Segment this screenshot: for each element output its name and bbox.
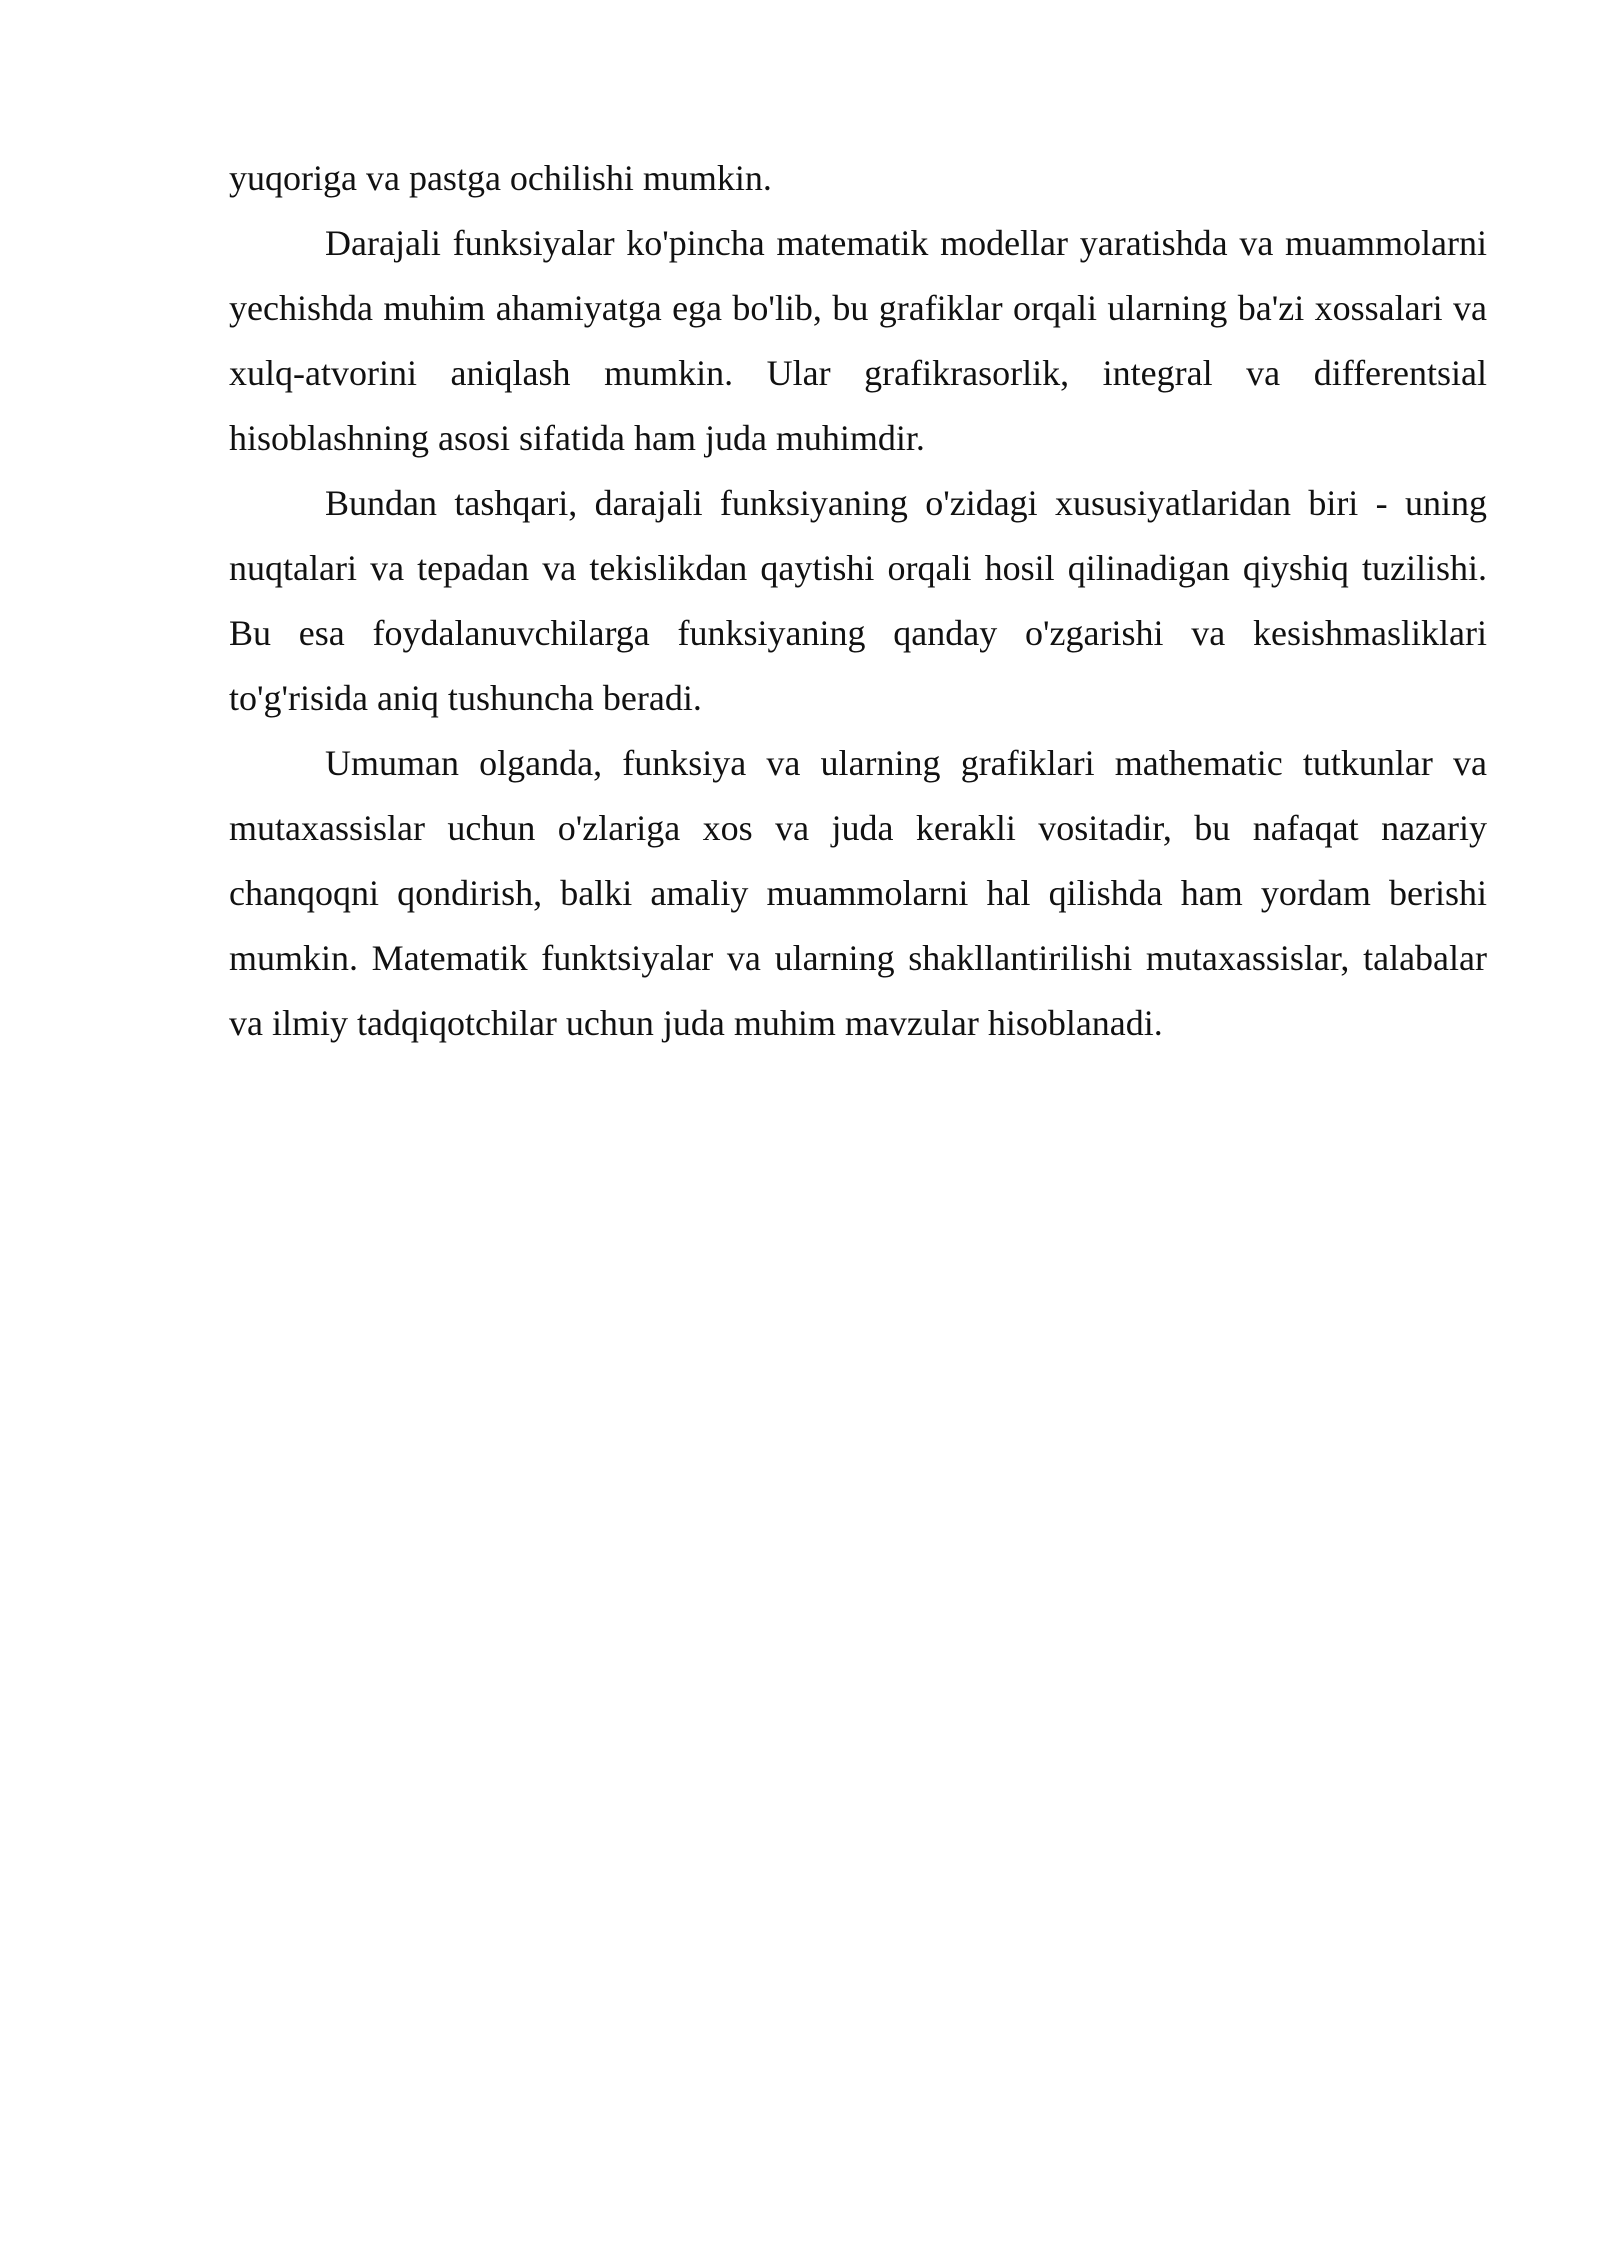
paragraph-power-function-properties: Bundan tashqari, darajali funksiyaning o'zidagi xususiyatlaridan biri - uning nuqtalari va tepadan va tekislikdan qaytishi orqali hosil qilinadigan qiyshiq tuzilishi. Bu esa foydalanuvchilarga funksiyaning qanday o'zgarishi va kesishmasliklari to'g'risida aniq tushuncha beradi. — [229, 483, 1487, 718]
paragraph-continuation: yuqoriga va pastga ochilishi mumkin. — [229, 158, 772, 198]
document-body — [229, 146, 1487, 1056]
paragraph-conclusion: Umuman olganda, funksiya va ularning grafiklari mathematic tutkunlar va mutaxassislar uchun o'zlariga xos va juda kerakli vositadir, bu nafaqat nazariy chanqoqni qondirish, balki amaliy muammolarni hal qilishda ham yordam berishi mumkin. Matematik funktsiyalar va ularning shakllantirilishi mutaxassislar, talabalar va ilmiy tadqiqotchilar uchun juda muhim mavzular hisoblanadi. — [229, 743, 1487, 1043]
paragraph-power-functions-modeling: Darajali funksiyalar ko'pincha matematik modellar yaratishda va muammolarni yechishda muhim ahamiyatga ega bo'lib, bu grafiklar orqali ularning ba'zi xossalari va xulq-atvorini aniqlash mumkin. Ular grafikrasorlik, integral va differentsial hisoblashning asosi sifatida ham juda muhimdir. — [229, 223, 1487, 458]
